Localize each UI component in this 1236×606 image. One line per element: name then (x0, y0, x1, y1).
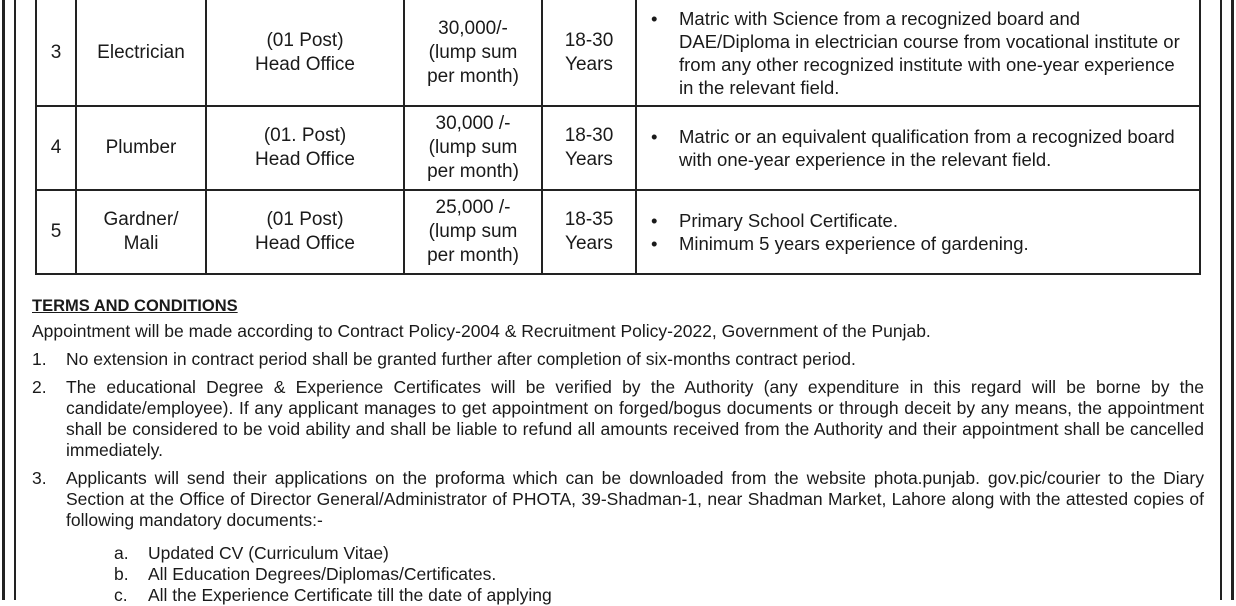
terms-item: 2. The educational Degree & Experience Certificates will be verified by the Authority (any expenditure in this regard will be borne by the candidate/employee). If any applicant manages to get appointment on forged/bogus documents or through deceit by any means, the appointment shall be considered to be void ability and shall be liable to refund all amounts received from the Authority and their appointment shall be cancelled immediately. (32, 377, 1204, 460)
post-name: Plumber (76, 106, 206, 190)
requirements: • Primary School Certificate. • Minimum 5 years experience of gardening. (636, 190, 1200, 274)
page-border-right-inner (1220, 0, 1222, 600)
terms-heading: TERMS AND CONDITIONS (32, 297, 238, 315)
age-limit: 18-30 Years (542, 0, 636, 106)
terms-item: 3. Applicants will send their applications on the proforma which can be downloaded from the website phota.punjab. gov.pic/courier to the Diary Section at the Office of Director General/Administrator of PHOTA, 39-Shadman-1, near Shadman Market, Lahore along with the attested copies of following mandatory documents:- (32, 468, 1204, 530)
post-location: (01. Post) Head Office (206, 106, 404, 190)
page-border-left-inner (14, 0, 16, 600)
document-item: a. Updated CV (Curriculum Vitae) (114, 543, 389, 563)
serial-no: 5 (36, 190, 76, 274)
page-border-left (2, 0, 5, 600)
terms-section (32, 296, 1204, 606)
salary: 30,000 /- (lump sum per month) (404, 106, 542, 190)
salary: 25,000 /- (lump sum per month) (404, 190, 542, 274)
age-limit: 18-35 Years (542, 190, 636, 274)
age-limit: 18-30 Years (542, 106, 636, 190)
post-name: Electrician (76, 0, 206, 106)
serial-no: 4 (36, 106, 76, 190)
document-item: c. All the Experience Certificate till the date of applying (114, 585, 552, 605)
page-border-right (1231, 0, 1234, 600)
post-location: (01 Post) Head Office (206, 0, 404, 106)
requirements: • Matric or an equivalent qualification from a recognized board with one-year experience in the relevant field. (636, 106, 1200, 190)
document-item: b. All Education Degrees/Diplomas/Certificates. (114, 564, 497, 584)
table-row (36, 190, 1200, 274)
post-name: Gardner/ Mali (76, 190, 206, 274)
table-row (36, 106, 1200, 190)
terms-intro: Appointment will be made according to Contract Policy-2004 & Recruitment Policy-2022, Government of the Punjab. (32, 321, 931, 341)
terms-item: 1. No extension in contract period shall be granted further after completion of six-months contract period. (32, 349, 856, 369)
serial-no: 3 (36, 0, 76, 106)
table-row (36, 0, 1200, 106)
post-location: (01 Post) Head Office (206, 190, 404, 274)
salary: 30,000/- (lump sum per month) (404, 0, 542, 106)
vacancy-table (35, 0, 1201, 275)
requirements: • Matric with Science from a recognized board and DAE/Diploma in electrician course from vocational institute or from any other recognized institute with one-year experience in the relevant field. (636, 0, 1200, 106)
